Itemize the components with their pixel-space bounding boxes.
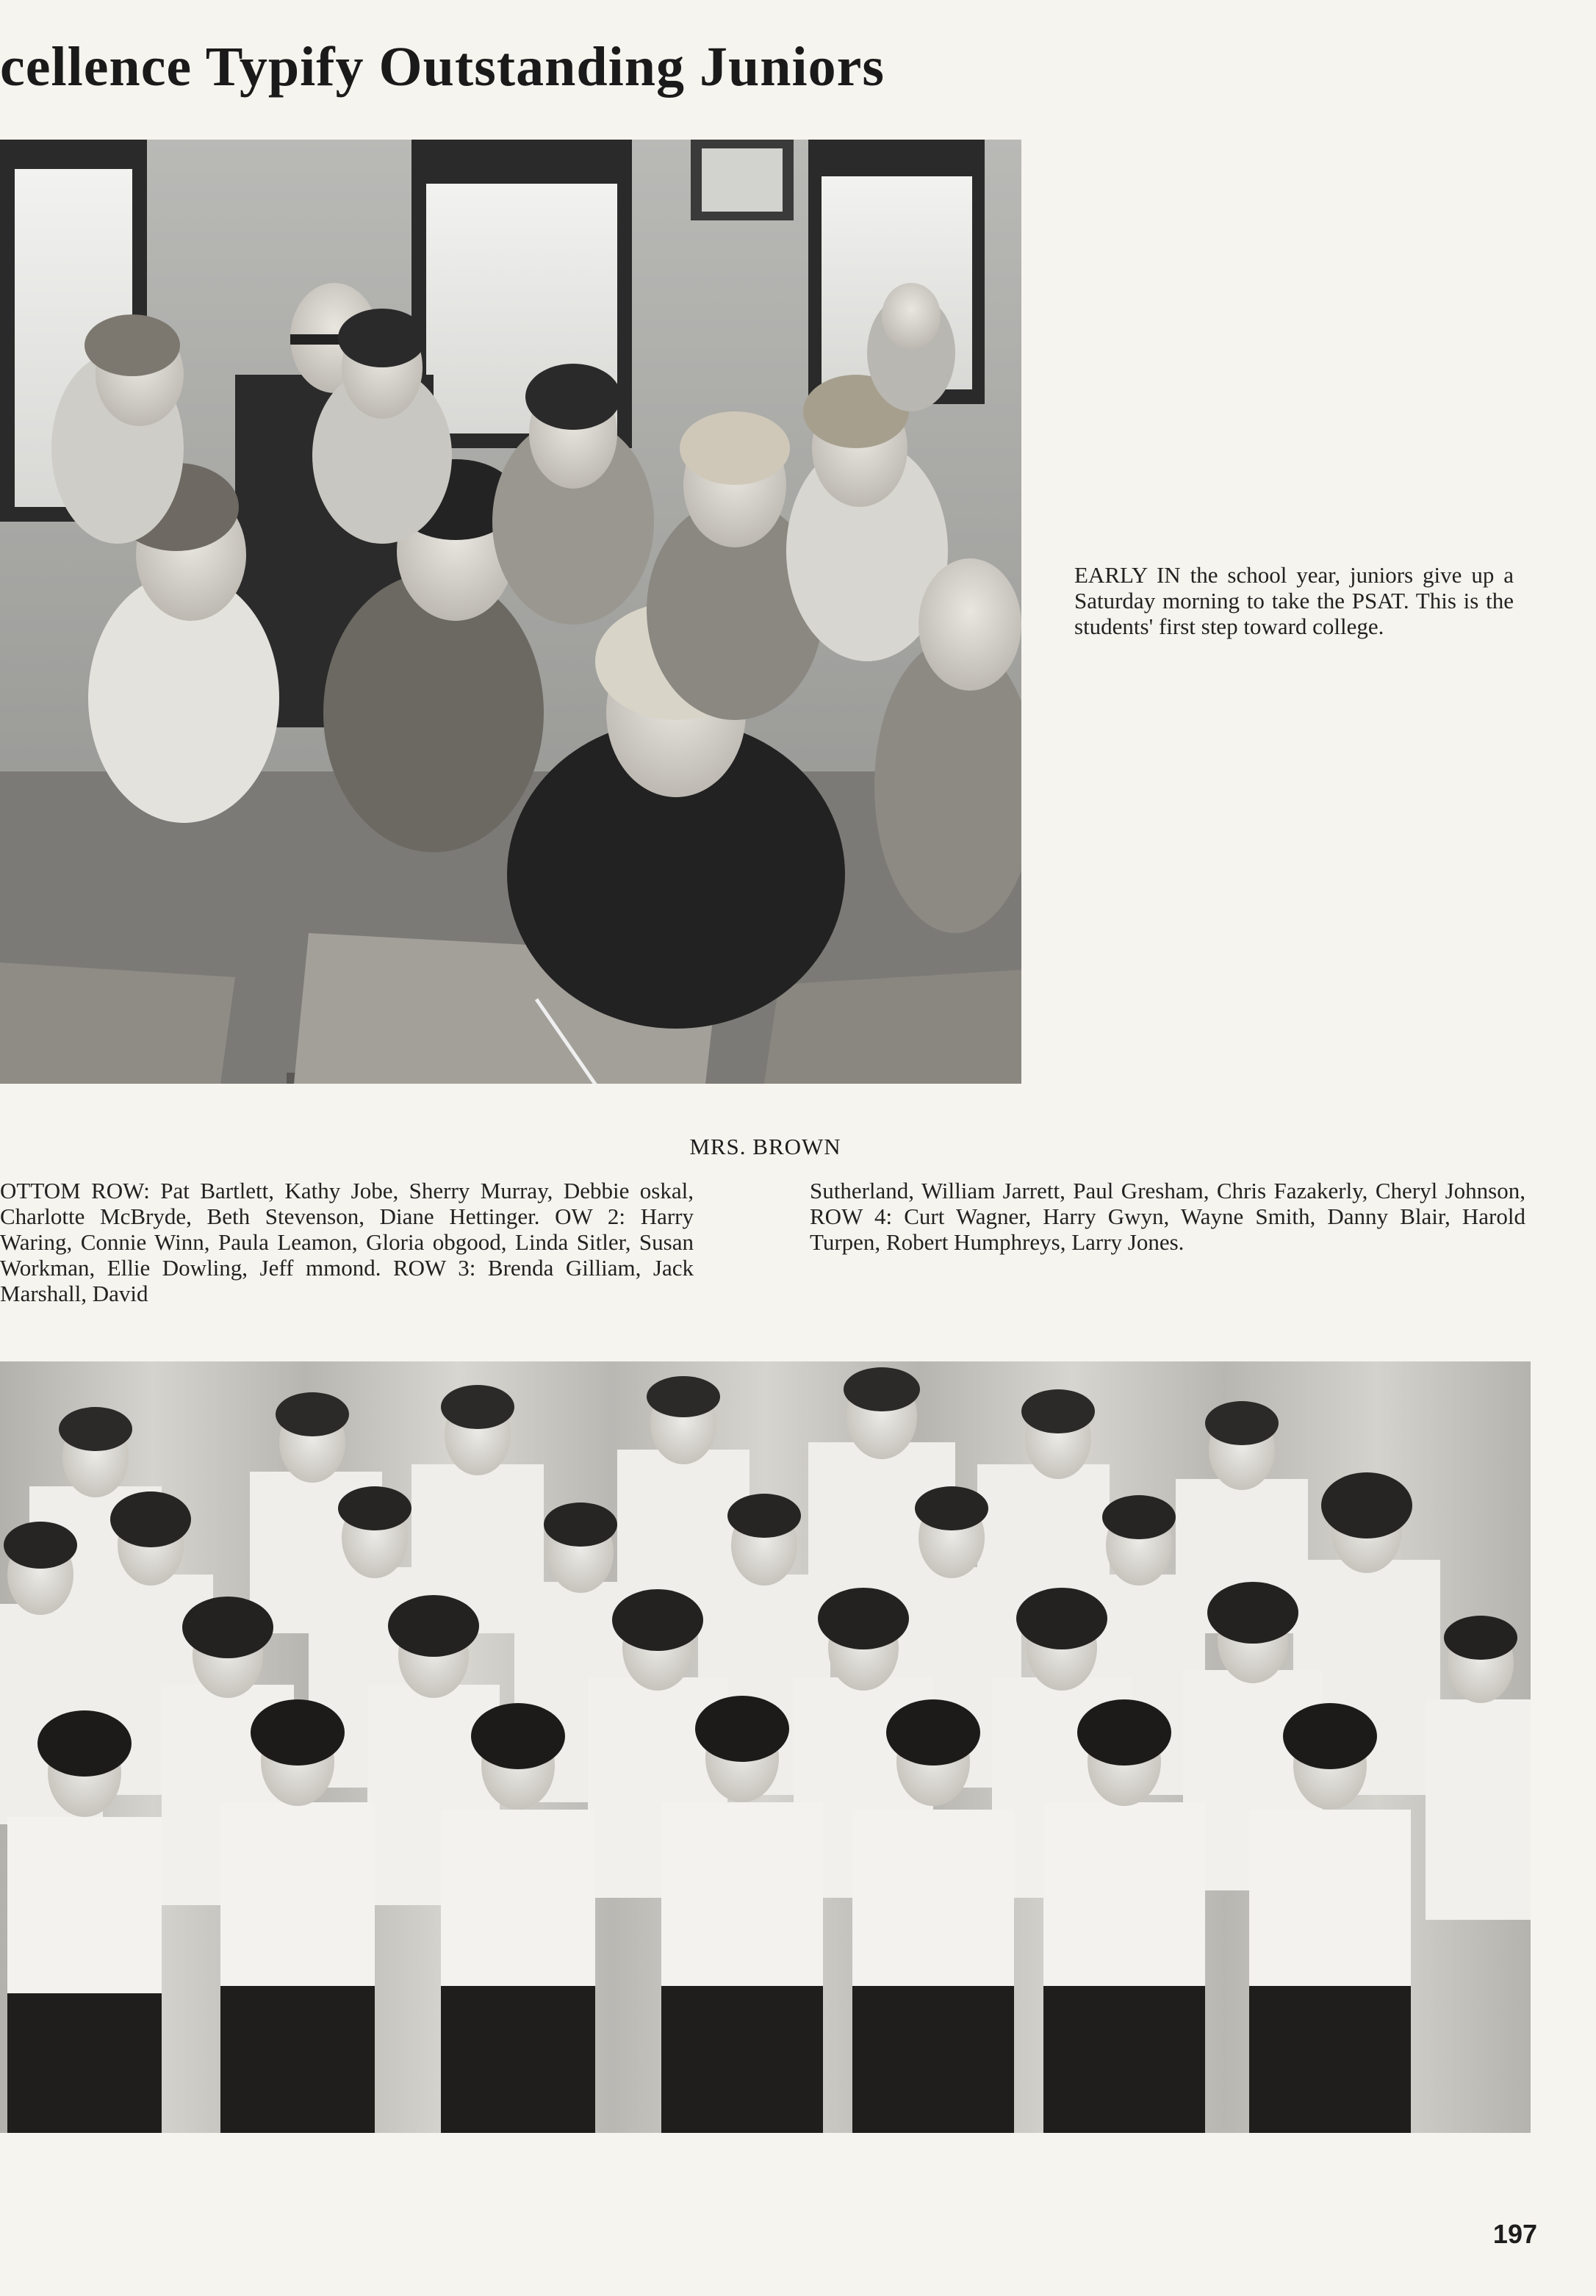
page-title: cellence Typify Outstanding Juniors: [0, 36, 885, 98]
homeroom-teacher: MRS. BROWN: [689, 1134, 841, 1159]
homeroom-group-photo: [0, 1361, 1531, 2133]
homeroom-group-photo-image: [0, 1361, 1531, 2133]
homeroom-names-right: Sutherland, William Jarrett, Paul Gresham, Chris Fazakerly, Cheryl Johnson, ROW 4: Curt Wagner, Harry Gwyn, Wayne Smith, Danny Blair, Harold Turpen, Robert Humphreys, Larry Jones.: [810, 1178, 1525, 1255]
page-number: 197: [1492, 2219, 1537, 2249]
psat-classroom-photo-image: [0, 140, 1021, 1084]
psat-classroom-photo: [0, 140, 1021, 1084]
psat-photo-caption: EARLY IN the school year, juniors give up a Saturday morning to take the PSAT. This is the students' first step toward college.: [1074, 562, 1514, 639]
homeroom-names-left: OTTOM ROW: Pat Bartlett, Kathy Jobe, Sherry Murray, Debbie oskal, Charlotte McBryde, Beth Stevenson, Diane Hettinger. OW 2: Harry Waring, Connie Winn, Paula Leamon, Gloria obgood, Linda Sitler, Susan Workman, Ellie Dowling, Jeff mmond. ROW 3: Brenda Gilliam, Jack Marshall, David: [0, 1178, 694, 1306]
